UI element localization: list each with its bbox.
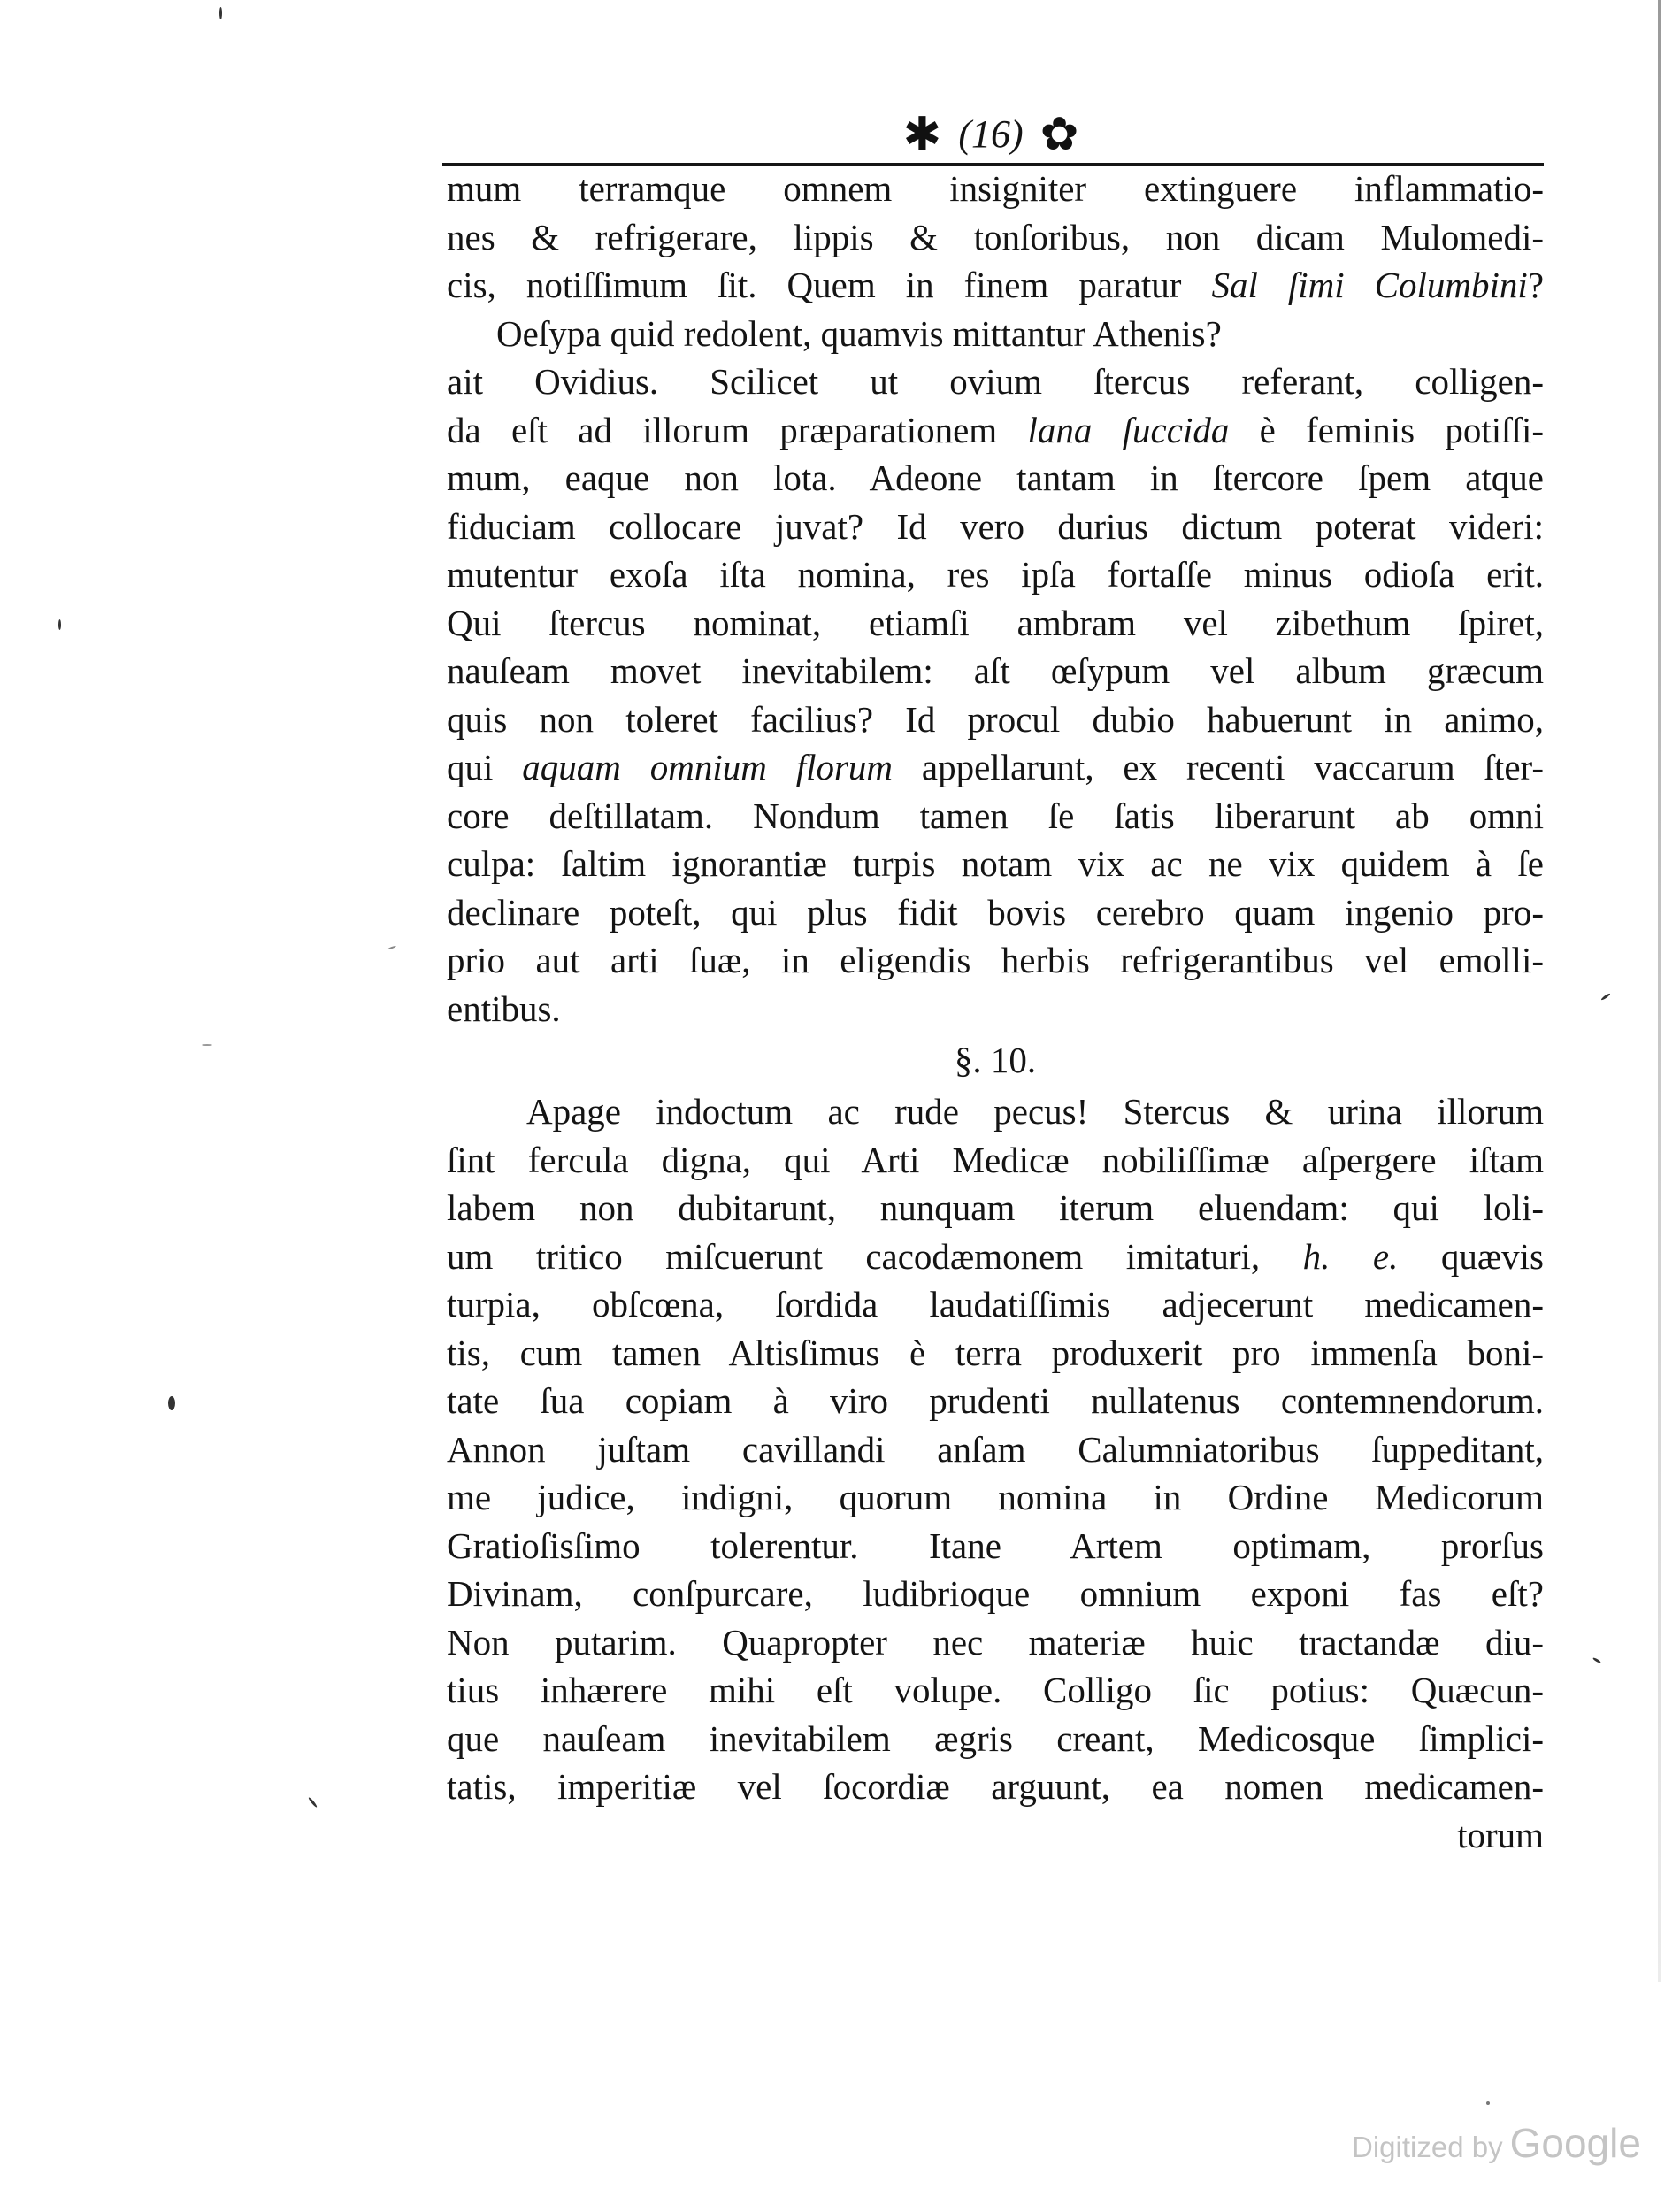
scan-speck [1486, 2101, 1490, 2105]
flower-ornament-icon: ✿ [1039, 108, 1079, 161]
text-line: culpa: ſaltim ignorantiæ turpis notam vix ac ne vix quidem à ſe [447, 843, 1544, 884]
text-line: prio aut arti ſuæ, in eligendis herbis refrigerantibus vel emolli- [447, 940, 1544, 980]
text-line: nes & refrigerare, lippis & tonſoribus, non dicam Mulomedi- [447, 216, 1544, 257]
scan-speck [1592, 1657, 1601, 1664]
text-line: nauſeam movet inevitabilem: aſt œſypum vel album græcum [447, 650, 1544, 691]
page-number: (16) [958, 112, 1024, 156]
text-line: tatis, imperitiæ vel ſocordiæ arguunt, ea nomen medicamen- [447, 1766, 1544, 1807]
text-line: Non putarim. Quapropter nec materiæ huic tractandæ diu- [447, 1621, 1544, 1663]
text-line: Qui ſtercus nominat, etiamſi ambram vel zibethum ſpiret, [447, 602, 1544, 643]
text-line: me judice, indigni, quorum nomina in Ordine Medicorum [447, 1477, 1544, 1517]
text-line: qui aquam omnium florum appellarunt, ex recenti vaccarum ſter- [447, 747, 1545, 787]
scan-speck [387, 945, 396, 949]
italic-phrase: Sal ſimi Columbini [1211, 265, 1528, 305]
italic-phrase: h. e. [1302, 1235, 1399, 1277]
asterisk-ornament-icon: ✱ [902, 108, 942, 161]
section-heading: §. 10. [954, 1040, 1037, 1080]
quoted-verse: Oeſypa quid redolent, quamvis mittantur Athenis? [496, 312, 1222, 354]
text-line: tate ſua copiam à viro prudenti nullatenus contemnendorum. [447, 1380, 1544, 1421]
text-line: declinare poteſt, qui plus fidit bovis cerebro quam ingenio pro- [447, 891, 1544, 933]
scan-speck [168, 1396, 175, 1410]
text-line: Annon juſtam cavillandi anſam Calumniatoribus ſuppeditant, [447, 1428, 1544, 1470]
italic-phrase: lana ſuccida [1027, 409, 1230, 450]
text-line: tius inhærere mihi eſt volupe. Colligo ſic potius: Quæcun- [447, 1670, 1544, 1710]
text-line: mum, eaque non lota. Adeone tantam in ſtercore ſpem atque [447, 457, 1544, 498]
text-line: Apage indoctum ac rude pecus! Stercus & urina illorum [526, 1091, 1544, 1132]
text-line: um tritico miſcuerunt cacodæmonem imitaturi, h. e. quævis [447, 1235, 1545, 1277]
text-line: que nauſeam inevitabilem ægris creant, Medicosque ſimplici- [447, 1717, 1544, 1759]
text-line: quis non toleret facilius? Id procul dubio habuerunt in animo, [447, 698, 1544, 740]
google-logo-text: Google [1509, 2120, 1641, 2166]
text-line: labem non dubitarunt, nunquam iterum eluendam: qui loli- [447, 1187, 1544, 1228]
digitized-by-google-watermark [1352, 2116, 1641, 2170]
text-line: Divinam, conſpurcare, ludibrioque omnium exponi fas eſt? [447, 1573, 1544, 1614]
body-text [447, 165, 1544, 1859]
page-header [442, 108, 1539, 161]
text-line: fiduciam collocare juvat? Id vero durius dictum poterat videri: [447, 505, 1544, 547]
text-line: entibus. [447, 987, 561, 1029]
text-line: mutentur exoſa iſta nomina, res ipſa fortaſſe minus odioſa erit. [447, 554, 1544, 595]
watermark-prefix: Digitized by [1352, 2131, 1503, 2163]
text-line: da eſt ad illorum præparationem lana ſuccida è feminis potiſſi- [447, 409, 1545, 450]
scan-speck [219, 7, 222, 19]
text-line: Gratioſisſimo tolerentur. Itane Artem optimam, prorſus [447, 1525, 1544, 1566]
text-line: mum terramque omnem insigniter extinguere inflammatio- [447, 168, 1544, 209]
page-edge-line [1658, 0, 1661, 1982]
text-line: tis, cum tamen Altisſimus è terra produxerit pro immenſa boni- [447, 1332, 1544, 1373]
text-line: cis, notiſſimum ſit. Quem in finem paratur Sal ſimi Columbini? [447, 265, 1545, 305]
scan-speck [1600, 993, 1611, 1001]
italic-phrase: aquam omnium florum [522, 747, 894, 787]
scan-speck [58, 619, 61, 630]
text-line: ait Ovidius. Scilicet ut ovium ſtercus referant, colligen- [447, 361, 1544, 402]
text-line: turpia, obſcœna, ſordida laudatiſſimis adjecerunt medicamen- [447, 1284, 1544, 1325]
scan-speck [202, 1044, 212, 1046]
scan-speck [308, 1797, 318, 1809]
text-line: core deſtillatam. Nondum tamen ſe ſatis liberarunt ab omni [447, 795, 1544, 836]
catchword: torum [1457, 1814, 1544, 1855]
text-line: ſint fercula digna, qui Arti Medicæ nobiliſſimæ aſpergere iſtam [447, 1139, 1544, 1180]
